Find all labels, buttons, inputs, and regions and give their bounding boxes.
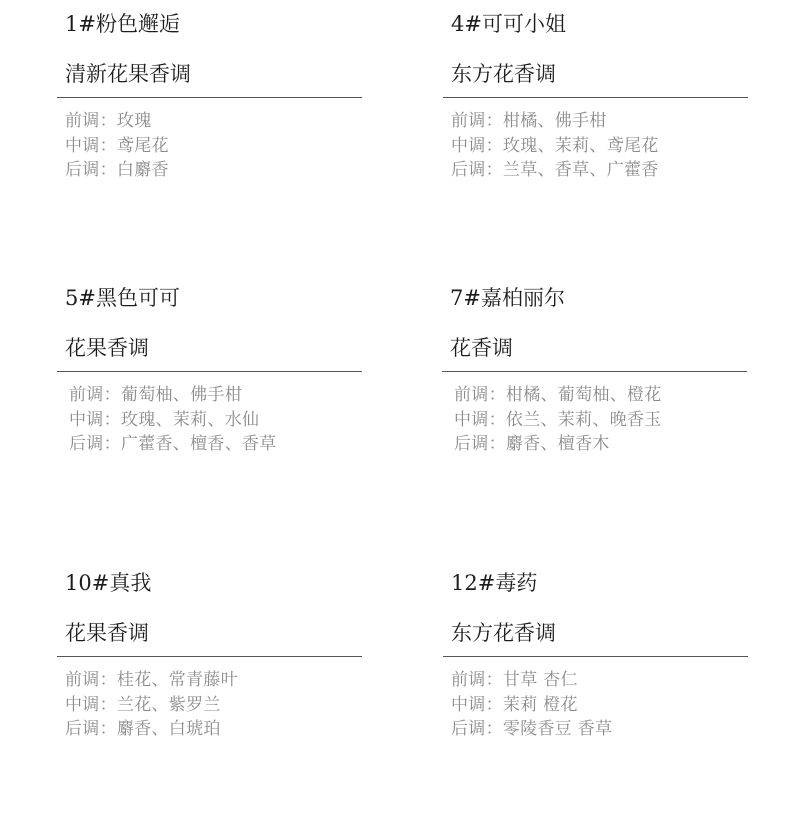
top-note: 前调：柑橘、葡萄柚、橙花 <box>454 385 662 405</box>
perfume-title: 10#真我 <box>65 571 152 595</box>
divider <box>443 656 748 657</box>
notes-list <box>57 383 362 457</box>
top-note: 前调：玫瑰 <box>65 111 152 131</box>
notes-list <box>443 109 748 183</box>
base-note: 后调：麝香、白琥珀 <box>65 719 221 739</box>
top-note: 前调：甘草 杏仁 <box>451 670 578 690</box>
perfume-title: 12#毒药 <box>451 571 538 595</box>
perfume-card <box>57 571 362 742</box>
divider <box>57 97 362 98</box>
notes-list <box>57 109 362 183</box>
base-note: 后调：广藿香、檀香、香草 <box>69 434 277 454</box>
base-note: 后调：零陵香豆 香草 <box>451 719 613 739</box>
top-note: 前调：葡萄柚、佛手柑 <box>69 385 242 405</box>
divider <box>443 97 748 98</box>
perfume-card <box>57 286 362 457</box>
middle-note: 中调：鸢尾花 <box>65 135 169 156</box>
perfume-title: 4#可可小姐 <box>451 12 566 36</box>
base-note: 后调：白麝香 <box>65 160 169 180</box>
notes-list <box>442 383 747 457</box>
middle-note: 中调：茉莉 橙花 <box>451 694 578 715</box>
middle-note: 中调：依兰、茉莉、晚香玉 <box>454 409 662 430</box>
middle-note: 中调：玫瑰、茉莉、水仙 <box>69 409 260 430</box>
notes-list <box>443 668 748 742</box>
top-note: 前调：柑橘、佛手柑 <box>451 111 607 131</box>
notes-list <box>57 668 362 742</box>
divider <box>57 371 362 372</box>
fragrance-family: 花果香调 <box>65 336 149 360</box>
middle-note: 中调：玫瑰、茉莉、鸢尾花 <box>451 135 659 156</box>
perfume-title: 5#黑色可可 <box>65 286 180 310</box>
middle-note: 中调：兰花、紫罗兰 <box>65 694 221 715</box>
perfume-card <box>442 286 747 457</box>
perfume-title: 1#粉色邂逅 <box>65 12 180 36</box>
fragrance-family: 东方花香调 <box>451 62 556 86</box>
divider <box>442 371 747 372</box>
perfume-card <box>57 12 362 183</box>
perfume-card <box>443 12 748 183</box>
perfume-card <box>443 571 748 742</box>
divider <box>57 656 362 657</box>
fragrance-family: 花香调 <box>450 336 513 360</box>
fragrance-family: 清新花果香调 <box>65 62 191 86</box>
base-note: 后调：麝香、檀香木 <box>454 434 610 454</box>
top-note: 前调：桂花、常青藤叶 <box>65 670 238 690</box>
fragrance-family: 花果香调 <box>65 621 149 645</box>
base-note: 后调：兰草、香草、广藿香 <box>451 160 659 180</box>
fragrance-family: 东方花香调 <box>451 621 556 645</box>
perfume-title: 7#嘉柏丽尔 <box>450 286 565 310</box>
